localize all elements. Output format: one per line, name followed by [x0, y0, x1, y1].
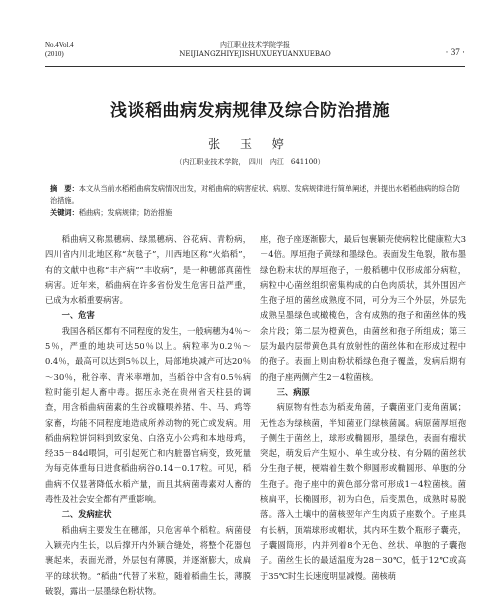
keywords-label: 关键词：	[50, 208, 79, 217]
abstract-label: 摘 要：	[50, 184, 79, 193]
running-header	[45, 41, 465, 65]
abstract-text: 本文从当前水稻稻曲病发病情况出发，对稻曲病的病害症状、病原、发病规律进行简单阐述，并提出水稻稻曲病的综合防治措施。	[50, 184, 460, 205]
right-column	[260, 232, 466, 584]
page-number: · 37 ·	[445, 47, 465, 57]
article-title: 浅谈稻曲病发病规律及综合防治措施	[110, 101, 390, 121]
journal-name-cn: 内江职业技术学院学报	[220, 41, 290, 49]
journal-name-pinyin: NEIJIANGZHIYEJISHUXUEYUANXUEBAO	[179, 50, 331, 58]
header-rule	[45, 66, 465, 67]
volume-number: No.4Vol.4	[45, 41, 74, 49]
journal-name	[45, 41, 465, 59]
keywords	[50, 207, 460, 219]
pathogen-paragraph: 病原物有性态为稻麦角菌，子囊菌亚门麦角菌属；无性态为绿核菌，半知菌亚门绿核菌属。病原菌厚垣孢子侧生于菌丝上，球形或椭圆形，墨绿色，表面有瘤状突起，萌发后产生短小、单生或分枝、有分隔的菌丝状分生孢子梗，梗端着生数个卵圆形或椭圆形、单胞的分生孢子。孢子座中的黄色部分常可形成1－4粒菌核。菌核扁平，长椭圆形，初为白色，后变黑色，成熟时易脱落。落入土壤中的菌核翌年产生肉质子座数个。子座具有长柄，顶端球形或帽状，其内环生数个瓶形子囊壳，子囊圆筒形，内并列着8个无色、丝状、单胞的子囊孢子。菌丝生长的最适温度为28－30℃，低于12℃或高于35℃时生长速度明显减慢。菌核萌	[260, 402, 466, 581]
symptoms-continued-paragraph: 座，孢子座逐渐膨大，最后包裹颖壳使病粒比健康粒大3－4倍。厚垣孢子黄绿和墨绿色。表面发生龟裂，散布墨绿色粉末状的厚垣孢子，一般稻穗中仅形成部分病粒，病粒中心菌丝组织密集构成的白色肉质状，其外围因产生孢子垣的菌丝成熟度不同，可分为三个外层，外层先成熟呈墨绿色或橄榄色，含有成熟的孢子和菌丝体的残余片段；第二层为橙黄色，由菌丝和孢子所组成；第三层为最内层带黄色具有放射性的菌丝体和在形成过程中的孢子。表面上则由粉状稻绿色孢子覆盖，发病后期有的孢子座两侧产生2－4粒菌核。	[260, 234, 466, 382]
section-heading-pathogen: 三、病原	[276, 386, 310, 397]
keywords-text: 稻曲病；发病规律；防治措施	[78, 208, 173, 217]
section-heading-symptoms: 二、发病症状	[61, 509, 112, 520]
author-name: 张 玉 婷	[208, 137, 292, 151]
intro-paragraph: 稻曲病又称黑穗病、绿黑穗病、谷花病、青粉病，四川省内川北地区称“灰毯子”，川西地区称“火焰稻”，有的文献中也称“丰产病”“丰收病”，是一种穗部真菌性病害。近年来，稻曲病在许多省份发生危害日益严重，已成为水稻重要病害。	[45, 234, 251, 306]
symptoms-paragraph: 稻曲病主要发生在穗部，只危害单个稻粒。病菌侵入颖壳内生长，以后撑开内外颖合缝处，将整个花器包裹起来，表面光滑，外层包有薄膜，并逐渐膨大，成扁平的球状物。“稻曲”代替了米粒，随着稻曲生长，薄膜破裂，露出一层墨绿色粉状物。	[45, 524, 251, 596]
section-heading-harm: 一、危害	[61, 310, 95, 321]
author-affiliation: （内江职业技术学院， 四川 内江 641100）	[175, 158, 325, 166]
left-column	[45, 232, 251, 599]
abstract	[50, 183, 460, 206]
issue-year: (2010)	[45, 50, 64, 58]
harm-paragraph: 我国各稻区都有不同程度的发生，一般病穗为4％～5％，严重的地块可达50％以上。病粒率为0.2％～0.4％，最高可以达到5％以上，局部地块减产可达20％～30％，秕谷率、青米率增加，当稻谷中含有0.5％病粒时能引起人畜中毒。据压永尧在贵州省天柱县的调查，用含稻曲病菌素的生谷或糠喂养猪、牛、马、鸡等家畜，均能不同程度地造成所养动物的死亡或发病。用稻曲病粒饼饲料到致家兔、白洛克小公鸡和本地母鸡，经35－84d喂饲，可引起死亡和内脏器官病变，致死量为每克体重每日进食稻曲病谷0.14－0.17粒。可见，稻曲病不仅显著降低水稻产量，而且其病菌毒素对人畜的毒性及社会安全都有严重影响。	[45, 325, 251, 505]
